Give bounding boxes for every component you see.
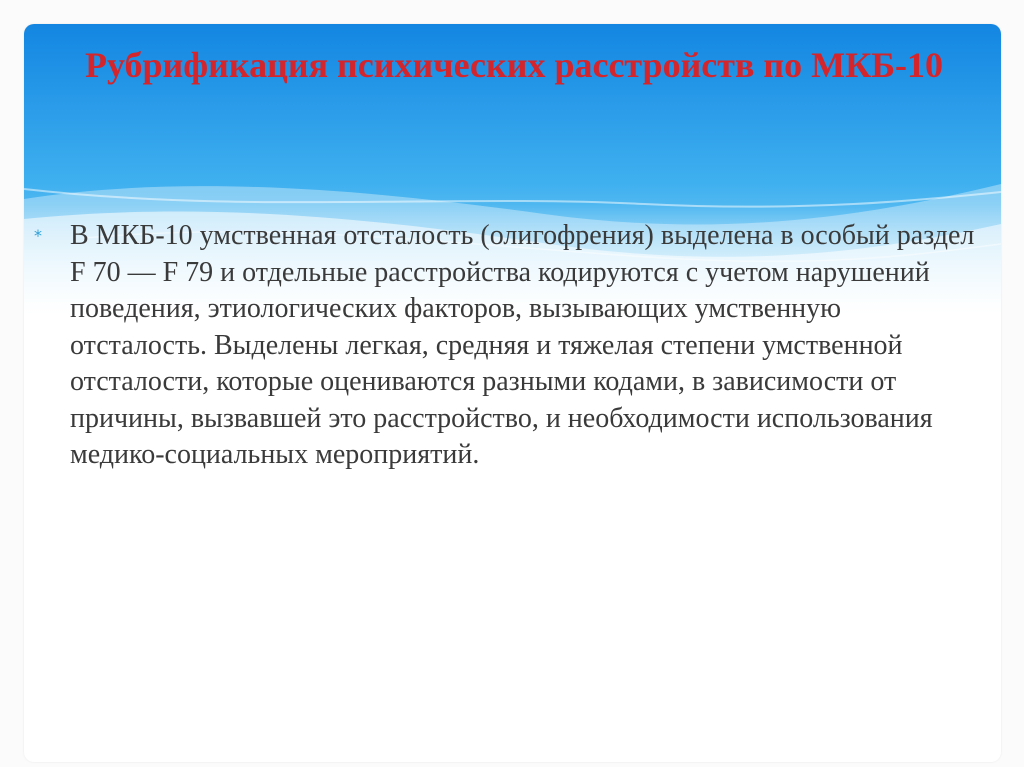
slide-title: Рубрификация психических расстройств по МКБ-10	[84, 45, 944, 85]
slide-body	[34, 218, 979, 474]
bullet-text: В МКБ-10 умственная отсталость (олигофрения) выделена в особый раздел F 70 — F 79 и отдельные расстройства кодируются с учетом нарушений поведения, этиологических факторов, вызывающих умственную отсталость. Выделены легкая, средняя и тяжелая степени умственной отсталости, которые оцениваются разными кодами, в зависимости от причины, вызвавшей это расстройство, и необходимости использования медико-социальных мероприятий.	[70, 220, 975, 470]
bullet-item	[34, 218, 979, 474]
slide	[24, 24, 1001, 762]
asterisk-icon: *	[34, 226, 42, 245]
